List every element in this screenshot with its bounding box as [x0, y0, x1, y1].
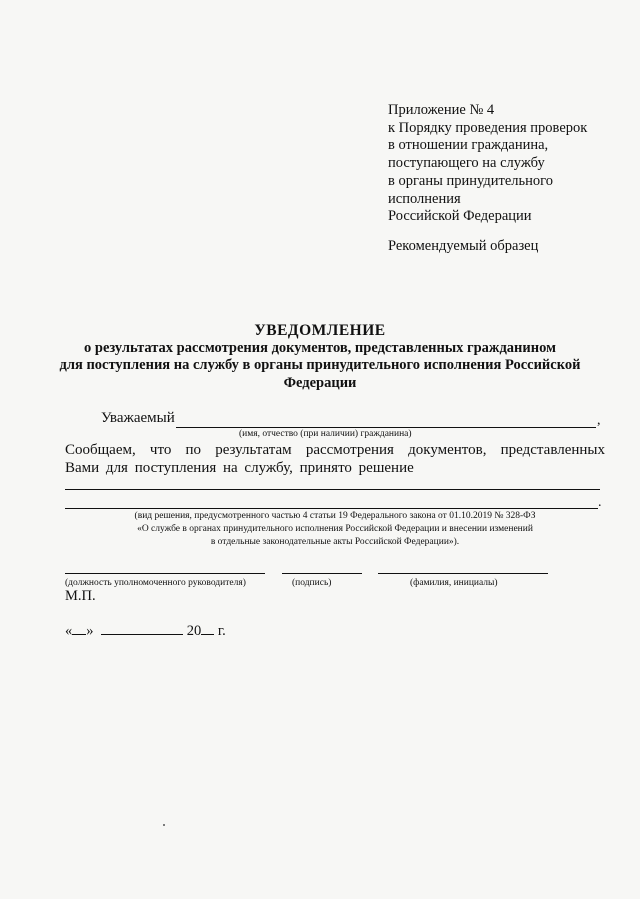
document-title: [40, 322, 600, 392]
appendix-line: в органы принудительного: [388, 172, 553, 189]
date-line: [65, 621, 226, 640]
decision-end-mark: .: [598, 495, 602, 510]
title-sub-line: о результатах рассмотрения документов, представленных гражданином: [84, 339, 556, 356]
decision-hint: [65, 510, 605, 549]
date-close-quote: »: [86, 623, 94, 639]
appendix-line: исполнения: [388, 190, 461, 207]
month-field[interactable]: [101, 621, 183, 635]
title-main: УВЕДОМЛЕНИЕ: [254, 322, 386, 339]
body-line: Сообщаем, что по результатам рассмотрения документов, представленных: [65, 442, 605, 458]
decision-fill-line[interactable]: [65, 508, 598, 509]
signature-hint: (подпись): [292, 578, 332, 588]
sample-label: Рекомендуемый образец: [388, 238, 539, 254]
stamp-place: М.П.: [65, 588, 96, 604]
position-fill-line[interactable]: [65, 573, 265, 574]
decision-hint-line: в отдельные законодательные акты Российской Федерации»).: [210, 537, 460, 547]
appendix-line: Приложение № 4: [388, 102, 495, 118]
year-field[interactable]: [201, 621, 214, 635]
name-fill-line[interactable]: [176, 427, 596, 428]
decision-hint-line: (вид решения, предусмотренного частью 4 статьи 19 Федерального закона от 01.10.2019 № 328-ФЗ: [134, 511, 536, 521]
appendix-line: в отношении гражданина,: [388, 137, 549, 154]
title-sub-line: для поступления на службу в органы принудительного исполнения Российской: [59, 357, 581, 373]
name-hint: (имя, отчество (при наличии) гражданина): [239, 429, 412, 439]
decision-fill-line[interactable]: [65, 489, 600, 490]
appendix-line: поступающего на службу: [388, 155, 545, 172]
position-hint: (должность уполномоченного руководителя): [65, 578, 246, 588]
appendix-line: Российской Федерации: [388, 208, 532, 225]
decision-hint-line: «О службе в органах принудительного исполнения Российской Федерации и внесении изменений: [137, 524, 533, 534]
appendix-block: [388, 102, 587, 226]
date-open-quote: «: [65, 623, 73, 639]
greeting-label: Уважаемый: [101, 410, 175, 426]
scan-speck: [163, 824, 165, 826]
date-year-suffix: г.: [217, 623, 226, 639]
greeting-end-mark: ,: [597, 413, 601, 428]
appendix-line: к Порядку проведения проверок: [388, 119, 588, 136]
body-line: Вами для поступления на службу, принято решение: [65, 460, 414, 476]
fullname-fill-line[interactable]: [378, 573, 548, 574]
title-sub-line: Федерации: [283, 374, 357, 391]
body-paragraph: [65, 441, 605, 477]
fullname-hint: (фамилия, инициалы): [410, 578, 498, 588]
date-century: 20: [186, 623, 202, 639]
day-field[interactable]: [72, 621, 86, 635]
signature-fill-line[interactable]: [282, 573, 362, 574]
